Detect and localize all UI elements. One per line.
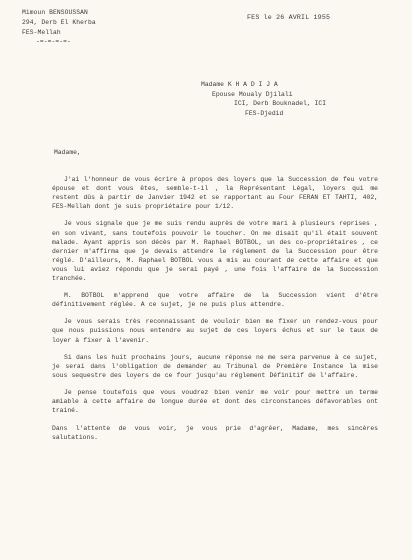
paragraph-6: Je pense toutefois que vous voudrez bien venir me voir pour mettre un terme amiable à cette affaire de longue durée et dont des circonstances défavorables ont trainé. <box>52 388 378 415</box>
closing-paragraph: Dans l'attente de vous voir, je vous prie d'agréer, Madame, mes sincères salutations. <box>52 425 378 442</box>
paragraph-5: Si dans les huit prochains jours, aucune réponse ne me sera parvenue à ce sujet, je serai dans l'obligation de demander au Tribunal de Première Instance la mise sous sequestre des loyers de ce four jusqu'au réglement Définitif de l'affaire. <box>52 353 378 379</box>
sender-block <box>22 8 96 47</box>
sender-rule: -=-=-=-=- <box>36 38 71 46</box>
paragraph-2: Je vous signale que je me suis rendu auprès de votre mari à plusieurs reprises , en son vivant, sans toutefois pouvoir le toucher. On me disait qu'il était souvent malade. Ayant appris son décès par M. Raphael BOTBOL, un des co-propriétaires , ce dernier m'affirma que je devais attendre le réglement de la Succession pour être réglé. D'ailleurs, M. Raphael BOTBOL vous a mis au courant de cette affaire et que vous lui aviez répondu que je serai payé , une fois l'affaire de la Succession tranchée. <box>52 220 378 283</box>
recipient-city: FES-Djedid <box>245 109 284 117</box>
recipient-name: Madame K H A D I J A <box>201 81 278 88</box>
date-line: FES le 26 AVRIL 1955 <box>247 14 331 21</box>
letter-body <box>52 148 378 442</box>
recipient-address: ICI, Derb Bouknadel, ICI <box>234 100 327 108</box>
sender-name: Mimoun BENSOUSSAN <box>22 9 88 16</box>
paragraph-4: Je vous serais très reconnaissant de vouloir bien me fixer un rendez-vous pour que nous puissions nous entendre au sujet de ces loyers échus et sur le taux de loyer à fixer à l'avenir. <box>52 318 378 344</box>
sender-address: 294, Derb El Kherba <box>22 18 96 26</box>
paragraph-3: M. BOTBOL m'apprend que votre affaire de la Succession vient d'être définitivement réglée. A ce sujet, je ne puis plus attendre. <box>52 292 378 309</box>
paragraph-1: J'ai l'honneur de vous écrire à propos des loyers que la Succession de feu votre épouse et dont vous êtes, semble-t-il , la Représentant Légal, loyers qui me restent dûs à partir de Janvier 1942 et se rapportant au Four FERAN ET TAHTI, 402, FES-Mellah dont je suis propriétaire pour 1/12. <box>52 176 378 211</box>
sender-city: FES-Mellah <box>22 28 61 36</box>
recipient-block <box>201 80 326 118</box>
recipient-relation: Epouse Moualy Djilali <box>212 90 293 98</box>
salutation: Madame, <box>54 149 81 156</box>
